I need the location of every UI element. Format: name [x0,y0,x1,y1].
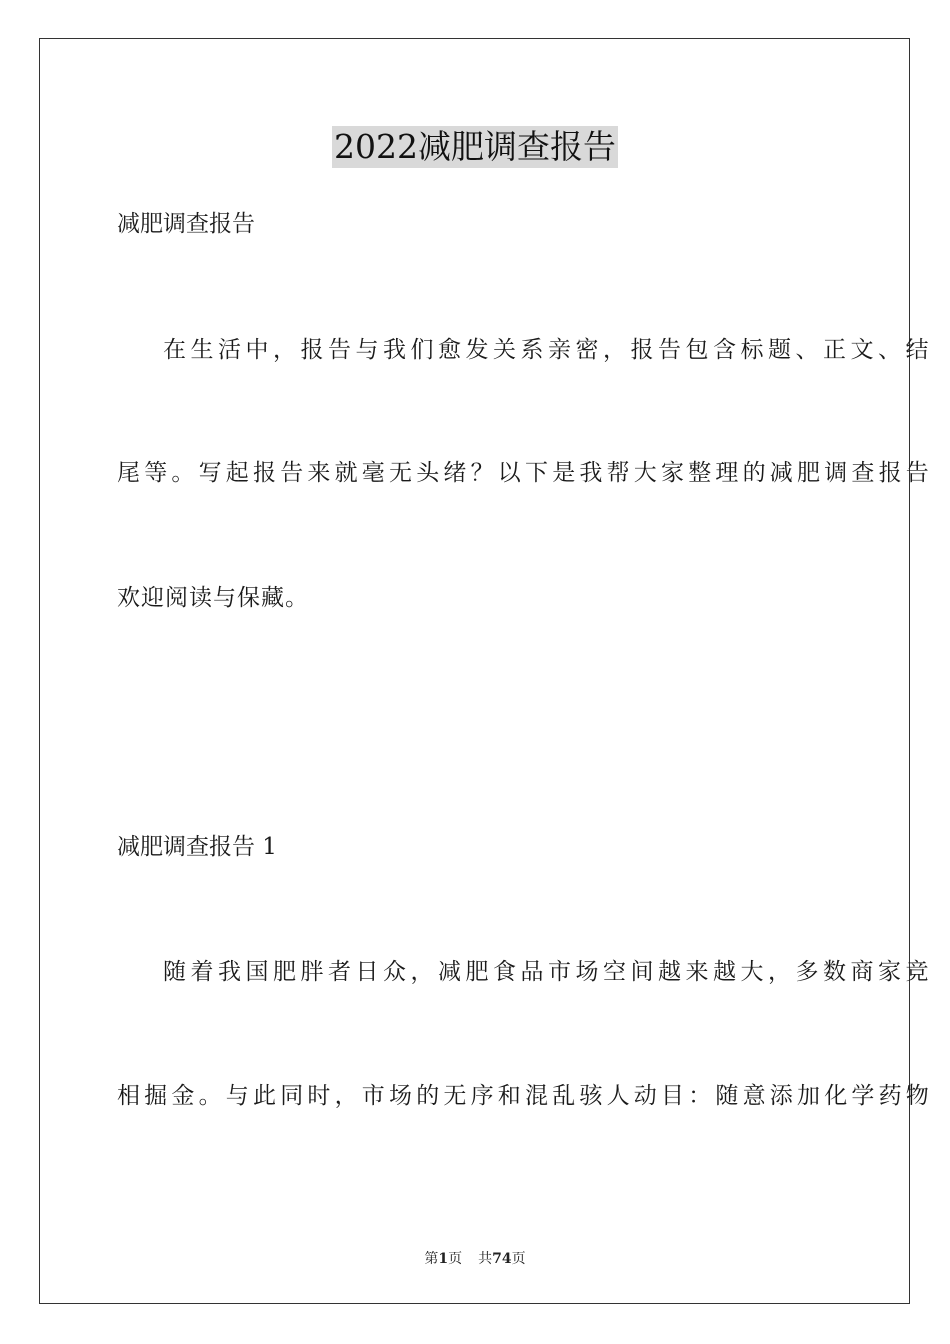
section-heading: 减肥调查报告 [117,211,255,237]
title-container [0,126,950,168]
document-title: 2022减肥调查报告 [334,127,616,166]
footer-page-prefix: 第 [424,1251,439,1267]
footer-total-suffix: 页 [511,1251,526,1267]
section-heading: 减肥调查报告 1 [117,834,277,860]
footer-total-prefix: 共 [478,1251,493,1267]
paragraph-line: 相掘金。与此同时，市场的无序和混乱骇人动目：随意添加化学药物 [117,1083,933,1109]
footer-page-suffix: 页 [448,1251,463,1267]
paragraph-line: 欢迎阅读与保藏。 [117,585,309,611]
paragraph-line: 随着我国肥胖者日众，减肥食品市场空间越来越大，多数商家竞 [163,959,933,985]
footer-page-total: 74 [492,1251,512,1267]
paragraph-line: 尾等。写起报告来就毫无头绪？以下是我帮大家整理的减肥调查报告 [117,460,933,486]
page-footer [0,1250,950,1268]
paragraph-line: 在生活中，报告与我们愈发关系亲密，报告包含标题、正文、结 [163,337,933,363]
footer-page-current: 1 [438,1251,449,1267]
